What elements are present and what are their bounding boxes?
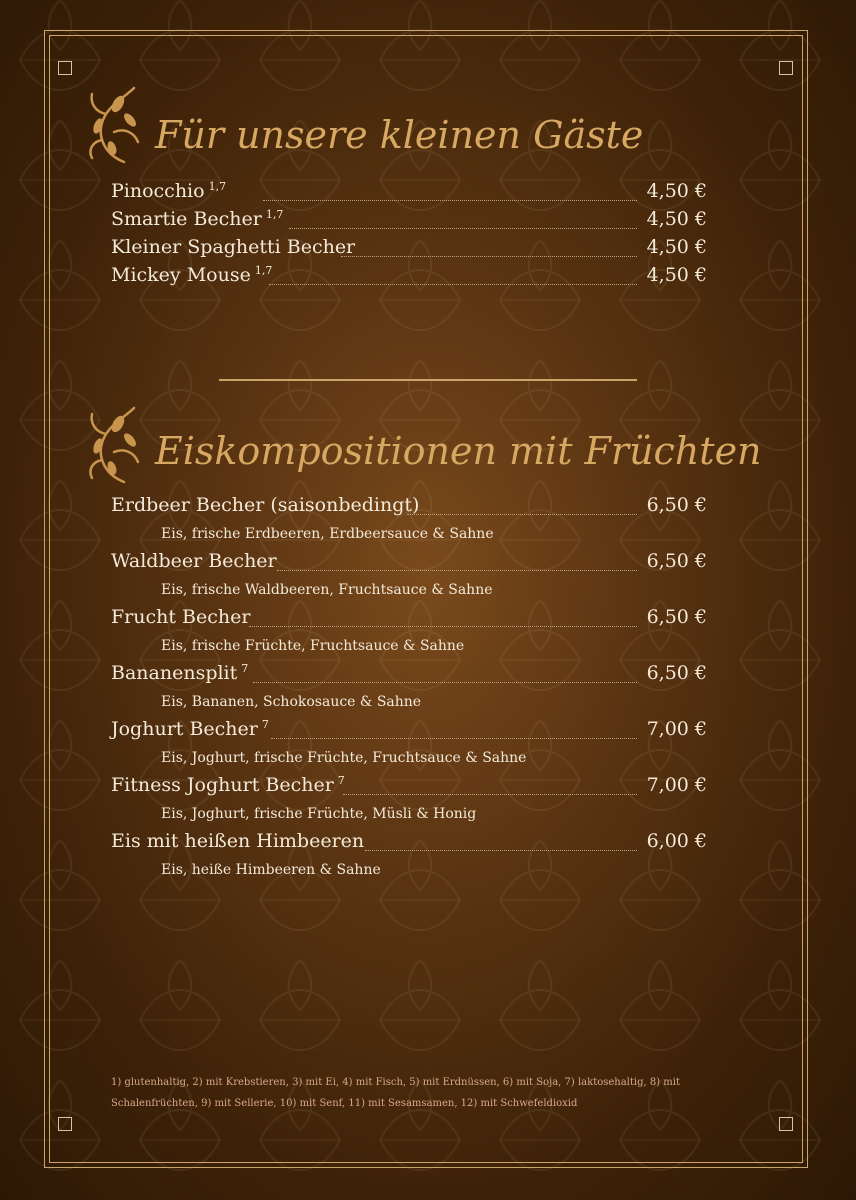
corner-square-top-left (58, 61, 72, 75)
item-price: 7,00 € (646, 774, 707, 796)
item-price: 6,50 € (646, 494, 707, 516)
dot-leader (269, 284, 637, 285)
item-description: Eis, frische Erdbeeren, Erdbeersauce & Sahne (161, 526, 494, 542)
corner-square-top-right (779, 61, 793, 75)
dot-leader (407, 514, 637, 515)
allergen-codes: 1,7 (254, 264, 273, 277)
menu-item (111, 718, 707, 746)
item-description: Eis, frische Waldbeeren, Fruchtsauce & Sahne (161, 582, 493, 598)
item-description: Eis, Joghurt, frische Früchte, Fruchtsauce & Sahne (161, 750, 527, 766)
item-name: Smartie Becher $^{1,7}$ (111, 208, 284, 230)
item-name: Waldbeer Becher (111, 550, 277, 572)
menu-item (111, 662, 707, 690)
item-description: Eis, Bananen, Schokosauce & Sahne (161, 694, 422, 710)
item-description: Eis, frische Früchte, Fruchtsauce & Sahne (161, 638, 465, 654)
dot-leader (277, 570, 637, 571)
item-price: 4,50 € (646, 236, 707, 258)
menu-item (111, 264, 707, 292)
section-title-fruit-compositions: Eiskompositionen mit Früchten (155, 429, 762, 473)
corner-square-bottom-right (779, 1117, 793, 1131)
dot-leader (263, 200, 637, 201)
item-price: 4,50 € (646, 180, 707, 202)
floral-ornament-icon (84, 84, 146, 166)
menu-item (111, 494, 707, 522)
menu-item (111, 236, 707, 264)
corner-square-bottom-left (58, 1117, 72, 1131)
item-price: 7,00 € (646, 718, 707, 740)
dot-leader (253, 682, 637, 683)
item-price: 6,00 € (646, 830, 707, 852)
item-name: Erdbeer Becher (saisonbedingt) (111, 494, 420, 516)
item-description: Eis, heiße Himbeeren & Sahne (161, 862, 381, 878)
dot-leader (249, 626, 637, 627)
menu-item (111, 208, 707, 236)
item-price: 6,50 € (646, 550, 707, 572)
section-title-kids: Für unsere kleinen Gäste (155, 113, 644, 157)
allergen-footnote: 1) glutenhaltig, 2) mit Krebstieren, 3) mit Ei, 4) mit Fisch, 5) mit Erdnüssen, 6) mit Soja, 7) laktosehaltig, 8) mit Schalenfrüchten, 9) mit Sellerie, 10) mit Senf, 11) mit Sesamsamen, 12) mit Schwefeldioxid (111, 1077, 680, 1109)
item-price: 6,50 € (646, 662, 707, 684)
item-name: Joghurt Becher $^7$ (111, 718, 269, 740)
item-name: Fitness Joghurt Becher $^7$ (111, 774, 345, 796)
floral-ornament-icon (84, 404, 146, 486)
item-name: Pinocchio $^{1,7}$ (111, 180, 227, 202)
item-price: 4,50 € (646, 208, 707, 230)
dot-leader (271, 738, 637, 739)
allergen-codes: 1,7 (208, 180, 227, 193)
allergen-codes: 7 (261, 718, 269, 731)
item-name: Mickey Mouse $^{1,7}$ (111, 264, 273, 286)
dot-leader (365, 850, 637, 851)
item-name: Bananensplit $^7$ (111, 662, 249, 684)
allergen-codes: 7 (337, 774, 345, 787)
item-price: 4,50 € (646, 264, 707, 286)
menu-item (111, 774, 707, 802)
item-description: Eis, Joghurt, frische Früchte, Müsli & Honig (161, 806, 477, 822)
allergen-codes: 7 (241, 662, 249, 675)
section-divider (219, 379, 637, 381)
menu-item (111, 180, 707, 208)
menu-item (111, 606, 707, 634)
menu-item (111, 550, 707, 578)
item-price: 6,50 € (646, 606, 707, 628)
item-name: Eis mit heißen Himbeeren (111, 830, 365, 852)
dot-leader (289, 228, 637, 229)
dot-leader (343, 794, 637, 795)
dot-leader (341, 256, 637, 257)
item-name: Frucht Becher (111, 606, 251, 628)
item-name: Kleiner Spaghetti Becher (111, 236, 356, 258)
allergen-codes: 1,7 (265, 208, 284, 221)
menu-item (111, 830, 707, 858)
